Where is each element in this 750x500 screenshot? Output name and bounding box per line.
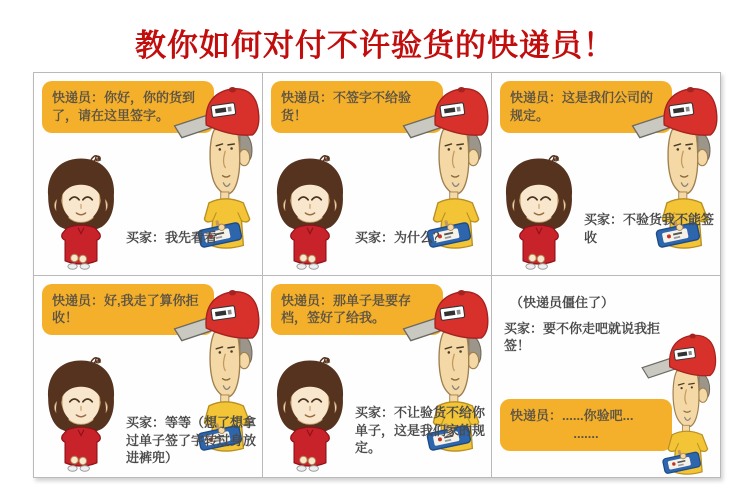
buyer-character	[267, 151, 353, 273]
comic-grid	[33, 72, 721, 478]
courier-speech-line2: .......	[573, 426, 599, 442]
buyer-caption: 买家：为什么？	[355, 229, 447, 245]
buyer-character	[496, 151, 582, 273]
courier-character	[172, 77, 262, 249]
buyer-caption: 买家：等等（想了想拿过单子签了字转过身放进裤兜）	[126, 415, 257, 466]
buyer-character	[267, 353, 353, 475]
courier-character-dejected	[640, 325, 720, 475]
panel-1	[34, 73, 262, 275]
courier-speech-bubble: 快递员：那单子是要存档，签好了给我。	[271, 284, 443, 336]
panel-6	[492, 276, 720, 478]
courier-speech-bubble: 快递员：不签字不给验货！	[271, 81, 443, 133]
courier-speech-bubble: 快递员：你好，你的货到了，请在这里签字。	[42, 81, 214, 133]
panel-5	[263, 276, 491, 478]
courier-speech-bubble: 快递员：这是我们公司的规定。	[500, 81, 672, 133]
buyer-character	[38, 353, 124, 475]
panel-4	[34, 276, 262, 478]
panel-2	[263, 73, 491, 275]
buyer-caption: 买家：不验货我不能签收	[584, 212, 715, 245]
panel-3	[492, 73, 720, 275]
courier-speech-line1: 快递员：......你验吧...	[510, 408, 634, 424]
buyer-caption: 买家：我先看看	[126, 229, 218, 245]
buyer-caption: 买家：不让验货不给你单子，这是我们家的规定。	[355, 405, 486, 456]
courier-character	[401, 77, 491, 249]
courier-speech-bubble: 快递员：好,我走了算你拒收！	[42, 284, 214, 336]
buyer-character	[38, 151, 124, 273]
page-title: 教你如何对付不许验货的快递员！	[135, 28, 615, 63]
narration-text: （快递员僵住了）	[510, 294, 615, 310]
buyer-caption: 买家：要不你走吧就说我拒签！	[504, 320, 661, 354]
